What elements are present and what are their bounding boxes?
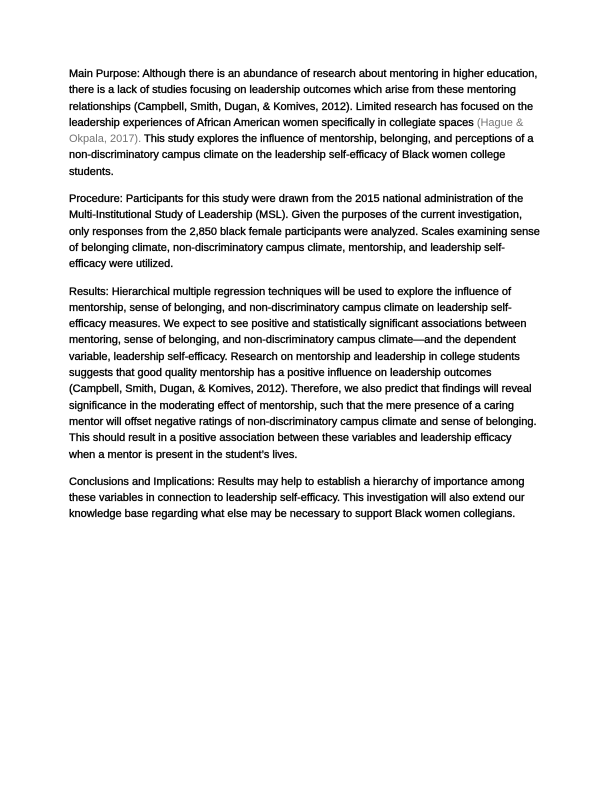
paragraph-procedure bbox=[69, 191, 540, 272]
text-segment: Results: Hierarchical multiple regression techniques will be used to explore the influence of mentorship, sense of belonging, and non-discriminatory campus climate on leadership self-efficacy measures. We expect to see positive and statistically significant associations between mentoring, sense of belonging, and non-discriminatory campus climate—and the dependent variable, leadership self-efficacy. Research on mentorship and leadership in college students suggests that good quality mentorship has a positive influence on leadership outcomes (Campbell, Smith, Dugan, & Komives, 2012). Therefore, we also predict that findings will reveal significance in the moderating effect of mentorship, such that the mere presence of a caring mentor will offset negative ratings of non-discriminatory campus climate and sense of belonging. This should result in a positive association between these variables and leadership efficacy when a mentor is present in the student’s lives. bbox=[69, 285, 537, 461]
paragraph-conclusions bbox=[69, 474, 540, 523]
paragraph-main-purpose bbox=[69, 66, 540, 180]
text-segment: Main Purpose: Although there is an abundance of research about mentoring in higher education, there is a lack of studies focusing on leadership outcomes which arise from these mentoring relationships (Campbell, Smith, Dugan, & Komives, 2012). Limited research has focused on the leadership experiences of African American women specifically in collegiate spaces bbox=[69, 68, 538, 129]
text-segment: Procedure: Participants for this study were drawn from the 2015 national administration of the Multi-Institutional Study of Leadership (MSL). Given the purposes of the current investigation, only responses from the 2,850 black female participants were analyzed. Scales examining sense of belonging climate, non-discriminatory campus climate, mentorship, and leadership self-efficacy were utilized. bbox=[69, 193, 540, 271]
abstract-body bbox=[69, 66, 540, 523]
text-segment: Conclusions and Implications: Results may help to establish a hierarchy of importance among these variables in connection to leadership self-efficacy. This investigation will also extend our knowledge base regarding what else may be necessary to support Black women collegians. bbox=[69, 475, 525, 521]
citation-text: (Hague & Okpala, 2017). bbox=[69, 116, 524, 146]
text-segment: This study explores the influence of mentorship, belonging, and perceptions of a non-discriminatory campus climate on the leadership self-efficacy of Black women college students. bbox=[69, 133, 534, 178]
paragraph-results bbox=[69, 284, 540, 463]
